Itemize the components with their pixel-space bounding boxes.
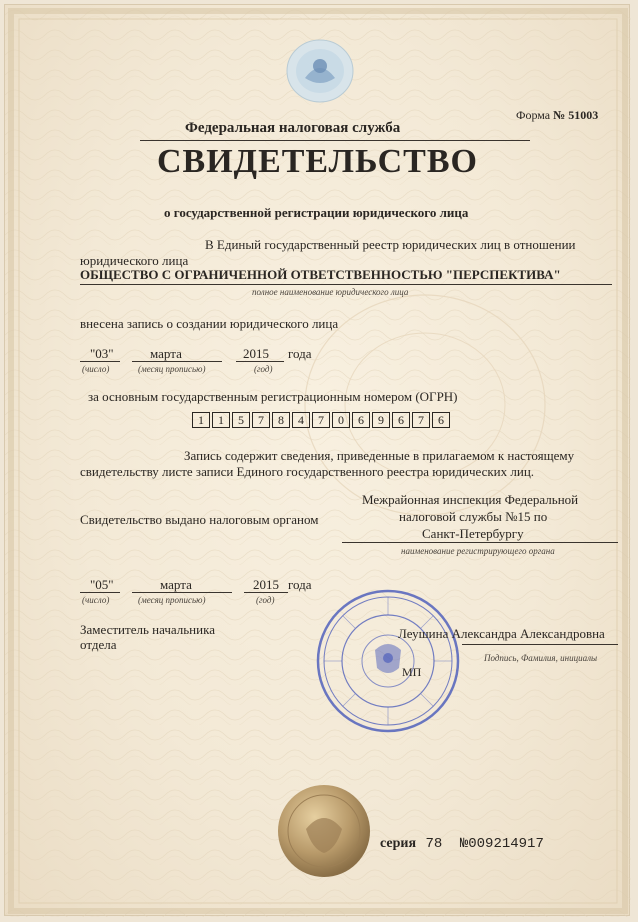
series-value: 78 — [425, 836, 443, 852]
series-number: №009214917 — [459, 836, 544, 852]
signatory-name: Леушина Александра Александровна — [398, 626, 605, 641]
authority-line-3: Санкт-Петербургу — [422, 526, 524, 541]
entry-day-caption: (число) — [82, 364, 110, 374]
ogrn-digit: 7 — [312, 412, 330, 428]
issue-year: 2015 — [253, 577, 279, 592]
issue-month: марта — [160, 577, 192, 592]
signature-caption: Подпись, Фамилия, инициалы — [484, 653, 598, 663]
issue-day-caption: (число) — [82, 595, 110, 605]
issue-year-line — [244, 592, 288, 593]
issue-day-line — [80, 592, 120, 593]
record-line-2: свидетельству листе записи Единого государственного реестра юридических лиц. — [80, 464, 535, 479]
entry-year-caption: (год) — [254, 364, 273, 374]
ogrn-digit: 8 — [272, 412, 290, 428]
issued-by-label: Свидетельство выдано налоговым органом — [80, 512, 319, 527]
entry-year: 2015 — [243, 346, 269, 361]
entry-month-caption: (месяц прописью) — [138, 364, 206, 374]
form-word: Форма — [516, 108, 551, 122]
issue-year-caption: (год) — [256, 595, 275, 605]
signature-underline — [462, 644, 618, 645]
ogrn-digit: 1 — [192, 412, 210, 428]
record-line-1: Запись содержит сведения, приведенные в прилагаемом к настоящему — [184, 448, 575, 463]
intro-line-1: В Единый государственный реестр юридических лиц в отношении — [205, 237, 576, 252]
ogrn-digit: 9 — [372, 412, 390, 428]
agency-title: Федеральная налоговая служба — [185, 120, 401, 136]
official-stamp-icon — [315, 588, 461, 734]
series-label: серия — [380, 836, 417, 851]
document-subtitle: о государственной регистрации юридического лица — [164, 205, 469, 220]
series-block — [380, 836, 544, 852]
company-caption: полное наименование юридического лица — [252, 287, 409, 297]
emblem-hologram-icon — [285, 38, 355, 104]
authority-underline — [342, 542, 618, 543]
gold-seal-icon — [276, 783, 372, 879]
agency-underline — [140, 140, 530, 141]
signatory-position-2: отдела — [80, 637, 117, 652]
issue-month-line — [132, 592, 232, 593]
form-number: № 51003 — [553, 108, 599, 122]
ogrn-text: за основным государственным регистрационным номером (ОГРН) — [88, 389, 458, 404]
entry-day-line — [80, 361, 120, 362]
entry-month-line — [132, 361, 222, 362]
authority-caption: наименование регистрирующего органа — [401, 546, 555, 556]
ogrn-digit: 5 — [232, 412, 250, 428]
issue-year-suffix: года — [288, 577, 312, 592]
ogrn-digit: 7 — [252, 412, 270, 428]
entry-text: внесена запись о создании юридического лица — [80, 316, 339, 331]
document-title: СВИДЕТЕЛЬСТВО — [157, 143, 478, 180]
issue-day: "05" — [90, 577, 114, 592]
issue-month-caption: (месяц прописью) — [138, 595, 206, 605]
ogrn-digit: 4 — [292, 412, 310, 428]
company-name: ОБЩЕСТВО С ОГРАНИЧЕННОЙ ОТВЕТСТВЕННОСТЬЮ "ПЕРСПЕКТИВА" — [80, 267, 561, 282]
ogrn-digit: 7 — [412, 412, 430, 428]
authority-line-2: налоговой службы №15 по — [399, 509, 548, 524]
entry-year-line — [236, 361, 284, 362]
company-name-underline — [80, 284, 612, 285]
mp-label: МП — [402, 665, 422, 679]
entry-month: марта — [150, 346, 182, 361]
ogrn-digit: 1 — [212, 412, 230, 428]
entry-day: "03" — [90, 346, 114, 361]
ogrn-digit: 0 — [332, 412, 350, 428]
form-label — [516, 108, 598, 123]
ogrn-digit: 6 — [432, 412, 450, 428]
entry-year-suffix: года — [288, 346, 312, 361]
ogrn-digit: 6 — [352, 412, 370, 428]
authority-line-1: Межрайонная инспекция Федеральной — [362, 492, 579, 507]
intro-line-2: юридического лица — [80, 253, 189, 268]
ogrn-digit: 6 — [392, 412, 410, 428]
signatory-position-1: Заместитель начальника — [80, 622, 215, 637]
